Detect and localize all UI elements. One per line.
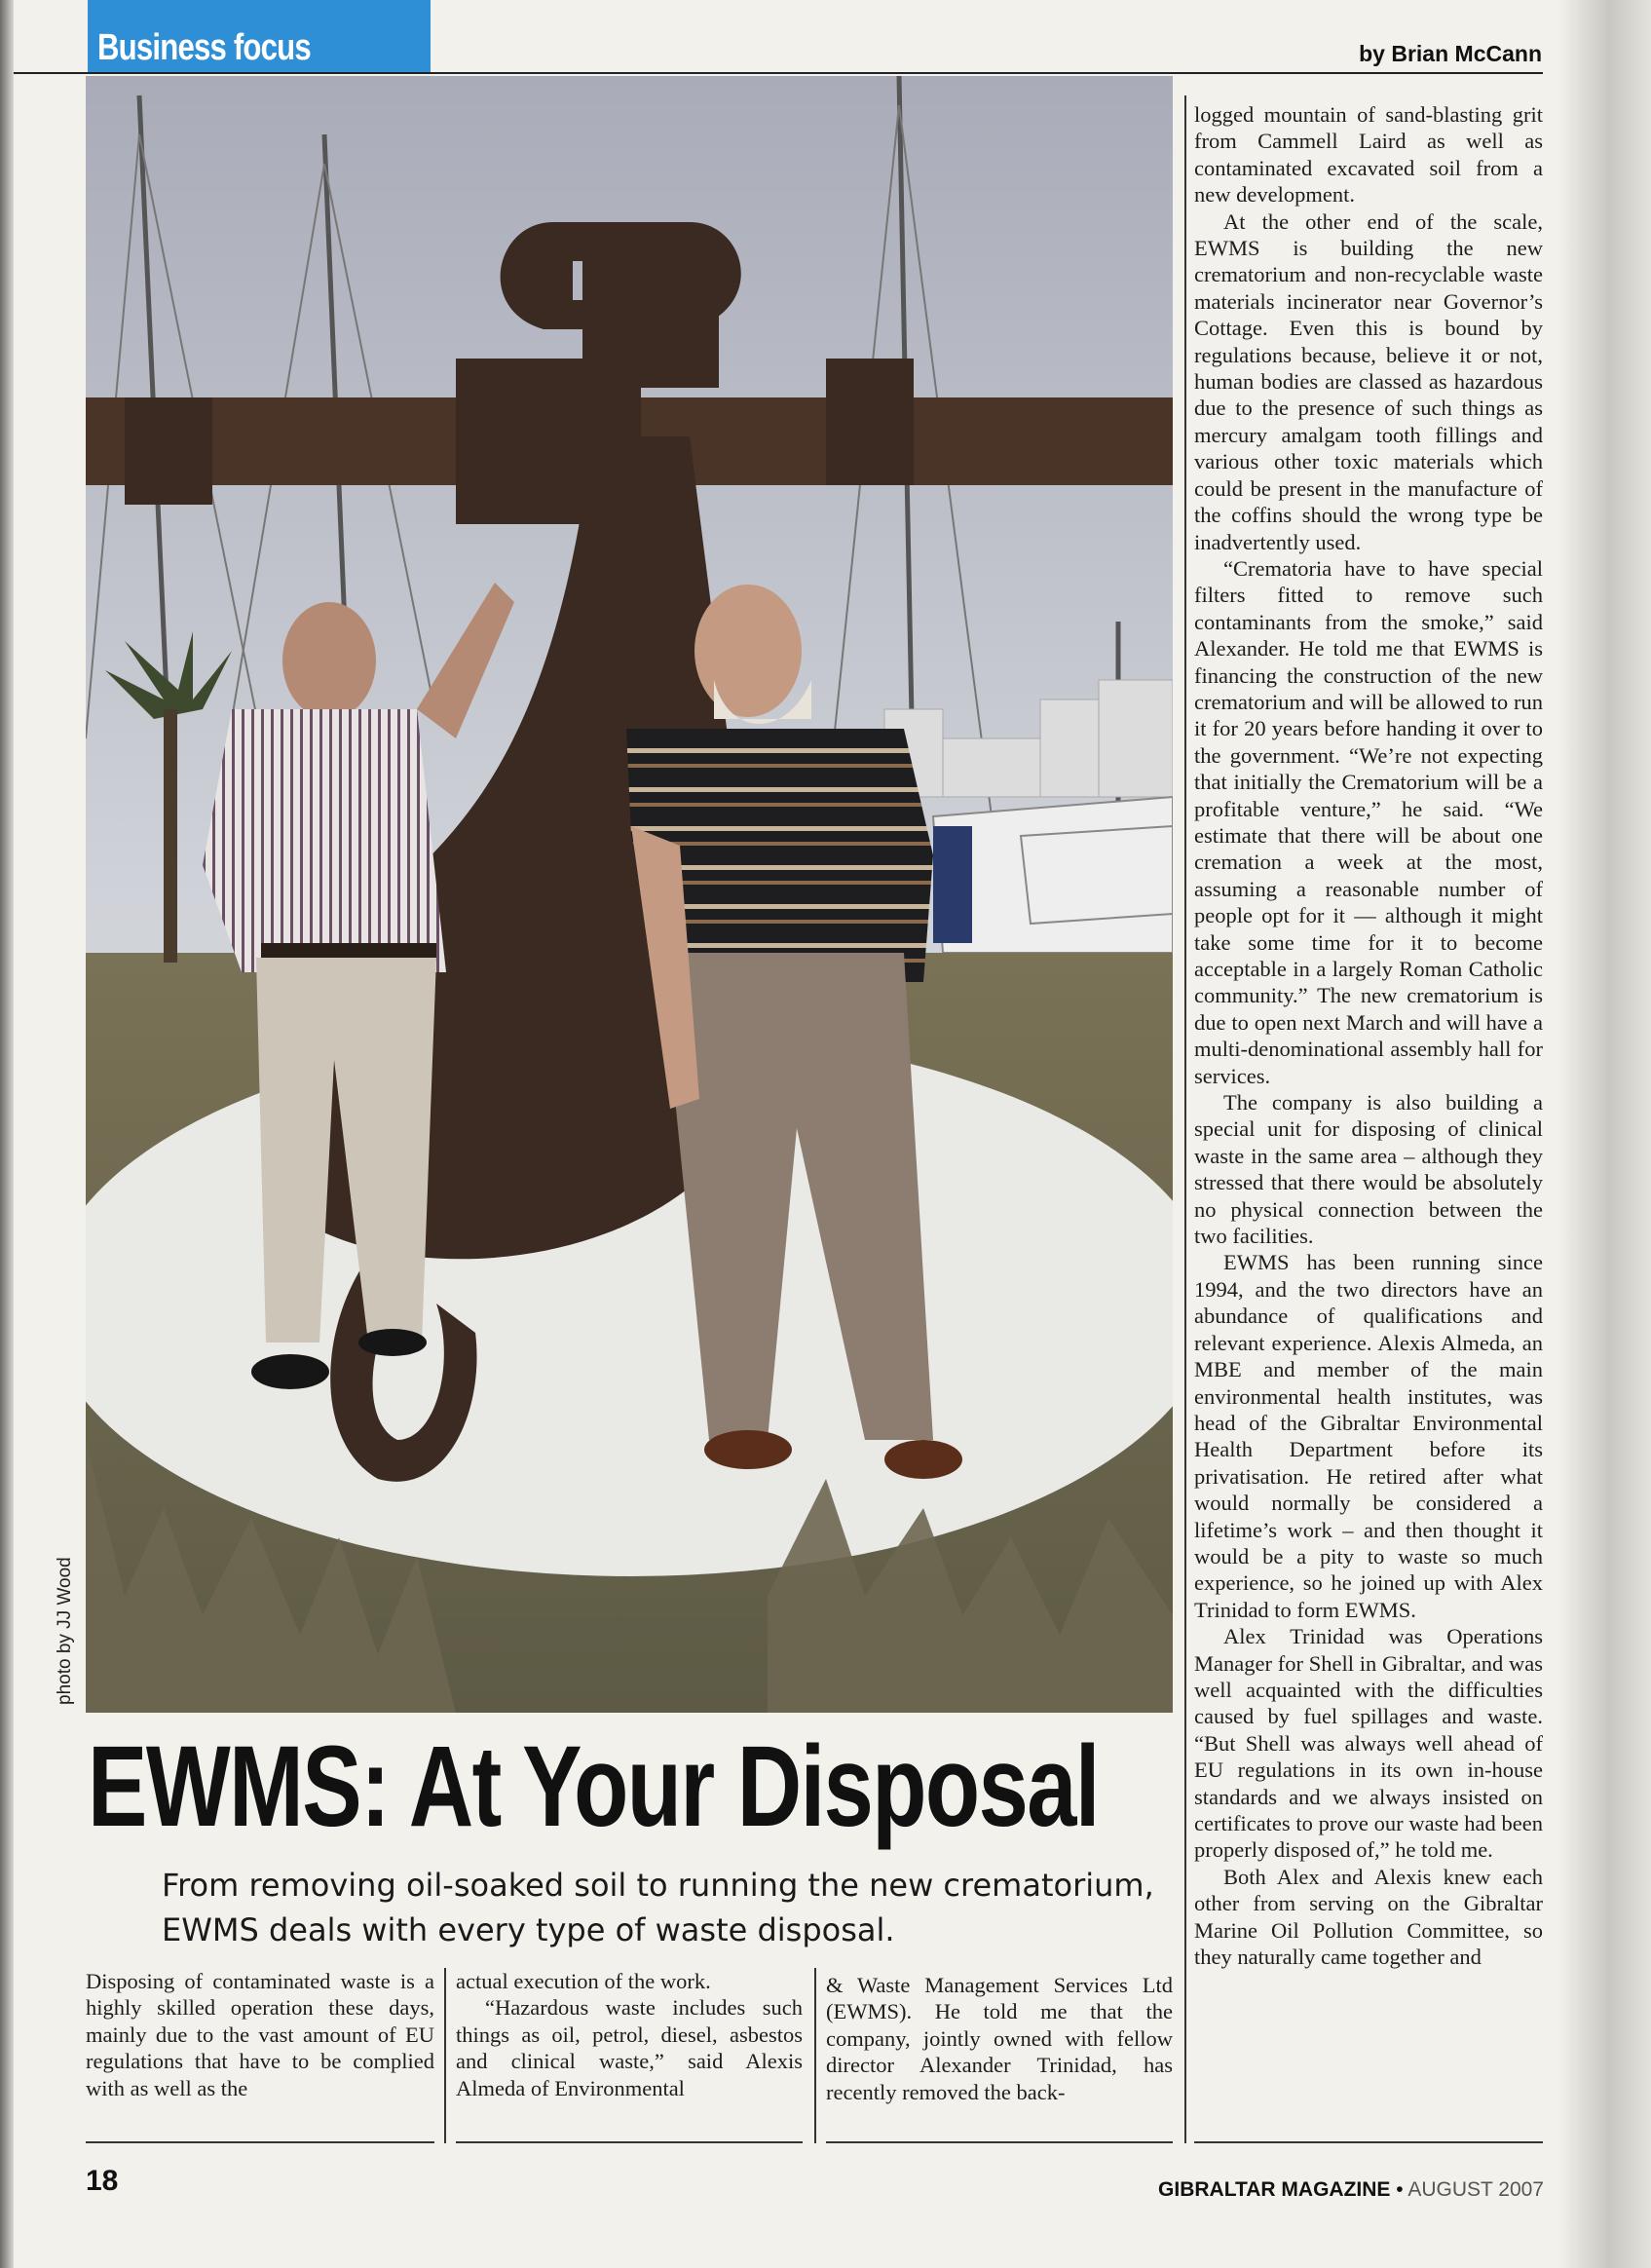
- paragraph: Alex Trinidad was Operations Manager for Shell in Gibraltar, and was well acquainted with the difficulties caused by fuel spillages and waste. “But Shell was always well ahead of EU regulations in its own in-house standards and we always insisted on certificates to prove our waste had been properly disposed of,” he told me.: [1194, 1624, 1543, 1863]
- column-end-rule: [456, 2141, 803, 2143]
- paragraph: Both Alex and Alexis knew each other from serving on the Gibraltar Marine Oil Pollution Committee, so they naturally came together and: [1194, 1864, 1543, 1970]
- page-edge-shadow: [0, 0, 14, 2268]
- magazine-name: GIBRALTAR MAGAZINE: [1158, 2178, 1391, 2201]
- body-column-3: [826, 1972, 1173, 2105]
- column-divider: [444, 1968, 446, 2143]
- page-fold-shadow: [1558, 0, 1651, 2268]
- section-label: Business focus: [97, 27, 311, 68]
- paragraph: EWMS has been running since 1994, and the two directors have an abundance of qualifications and relevant experience. Alexis Almeda, an MBE and member of the main environmental health institutes, was head of the Gibraltar Environmental Health Department before its privatisation. He retired after what would normally be considered a lifetime’s work – and then thought it would be a pity to waste so much experience, so he joined up with Alex Trinidad to form EWMS.: [1194, 1250, 1543, 1622]
- paragraph: & Waste Management Services Ltd (EWMS). He told me that the company, jointly owned with fellow director Alexander Trinidad, has recently removed the back-: [826, 1973, 1173, 2104]
- article-photo: [86, 76, 1173, 1713]
- issue-date: AUGUST 2007: [1407, 2178, 1544, 2201]
- header-rule: [14, 72, 1543, 74]
- column-divider: [1184, 95, 1186, 2143]
- column-end-rule: [86, 2141, 434, 2143]
- column-end-rule: [1194, 2141, 1543, 2143]
- paragraph: The company is also building a special unit for disposing of clinical waste in the same area – although they stressed that there would be absolutely no physical connection between the two facilities.: [1194, 1090, 1543, 1249]
- footer-magazine: [1158, 2178, 1544, 2202]
- body-column-2: [456, 1968, 803, 2101]
- footer-separator: •: [1396, 2178, 1404, 2201]
- paragraph: Disposing of contaminated waste is a highly skilled operation these days, mainly due to the vast amount of EU regulations that have to be complied with as well as the: [86, 1969, 434, 2100]
- paragraph: “Crematoria have to have special filters fitted to remove such contaminants from the smoke,” said Alexander. He told me that EWMS is financing the construction of the new crematorium and will be allowed to run it for 20 years before handing it over to the government. “We’re not expecting that initially the Crematorium will be a profitable venture,” he said. “We estimate that there will be about one cremation a week at the most, assuming a reasonable number of people opt for it — although it might take some time for it to become acceptable in a largely Roman Catholic community.” The new crematorium is due to open next March and will have a multi-denominational assembly hall for services.: [1194, 555, 1543, 1088]
- paragraph: logged mountain of sand-blasting grit from Cammell Laird as well as contaminated excavated soil from a new development.: [1194, 102, 1543, 208]
- paragraph: “Hazardous waste includes such things as oil, petrol, diesel, asbestos and clinical waste,” said Alexis Almeda of Environmental: [456, 1995, 803, 2100]
- paragraph: At the other end of the scale, EWMS is building the new crematorium and non-recyclable waste materials incinerator near Governor’s Cottage. Even this is bound by regulations because, believe it or not, human bodies are classed as hazardous due to the presence of such things as mercury amalgam tooth fillings and various other toxic materials which could be present in the manufacture of the coffins should the wrong type be inadvertently used.: [1194, 208, 1543, 554]
- photo-credit: photo by JJ Wood: [55, 1557, 75, 1705]
- page-number: 18: [86, 2165, 119, 2197]
- body-column-4: [1194, 101, 1543, 1970]
- byline: by Brian McCann: [1359, 41, 1542, 66]
- section-tab: [88, 0, 431, 72]
- column-divider: [814, 1968, 816, 2143]
- standfirst: From removing oil-soaked soil to running the new crematorium, EWMS deals with every type of waste disposal.: [162, 1867, 1154, 1948]
- column-end-rule: [826, 2141, 1173, 2143]
- body-column-1: [86, 1968, 434, 2101]
- paragraph: actual execution of the work.: [456, 1969, 711, 1993]
- headline: EWMS: At Your Disposal: [88, 1722, 1099, 1851]
